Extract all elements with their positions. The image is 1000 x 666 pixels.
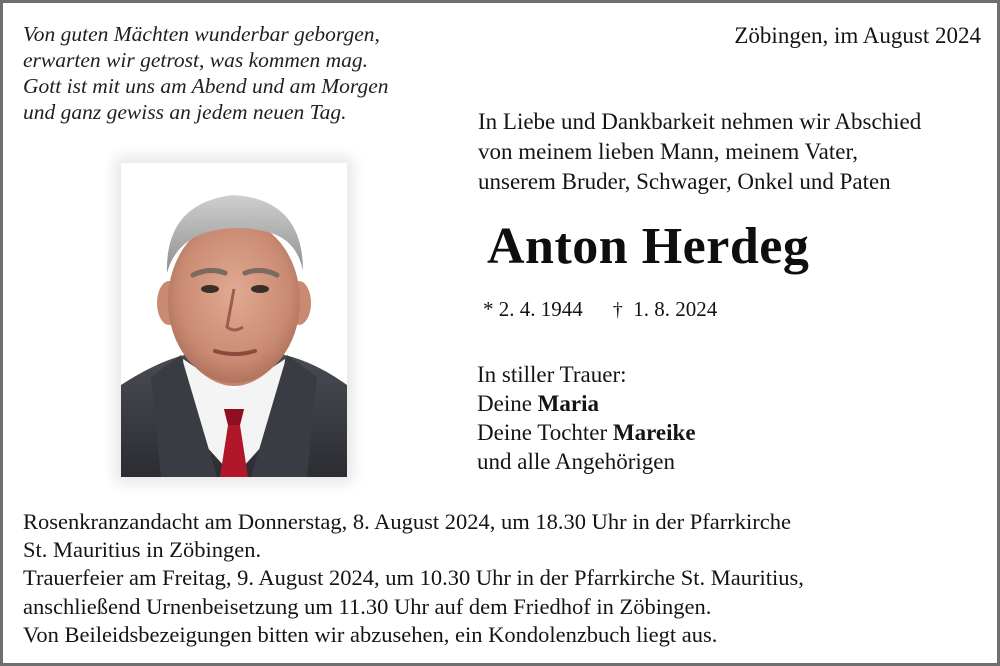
service-line: anschließend Urnenbeisetzung um 11.30 Uhr auf dem Friedhof in Zöbingen. [23,593,712,619]
service-details [23,508,804,649]
dagger-icon: † [612,299,623,321]
intro-line: unserem Bruder, Schwager, Onkel und Paten [478,169,891,194]
mourner-name: Maria [537,391,599,416]
poem-line: Gott ist mit uns am Abend und am Morgen [23,74,389,98]
service-line: St. Mauritius in Zöbingen. [23,537,262,563]
poem-line: und ganz gewiss an jedem neuen Tag. [23,100,347,124]
farewell-intro [478,107,921,197]
intro-line: von meinem lieben Mann, meinem Vater, [478,139,858,164]
mourner-line [477,418,696,447]
service-line: Trauerfeier am Freitag, 9. August 2024, um 10.30 Uhr in der Pfarrkirche St. Mauritius, [23,565,804,591]
mourners-block [477,360,696,476]
mourner-relation: Deine [477,391,532,416]
death-date: 1. 8. 2024 [633,297,718,321]
mourner-line [477,389,696,418]
mourner-relation: Deine Tochter [477,420,608,445]
service-line: Rosenkranzandacht am Donnerstag, 8. August 2024, um 18.30 Uhr in der Pfarrkirche [23,509,791,534]
deceased-name: Anton Herdeg [487,218,810,275]
service-line: Von Beileidsbezeigungen bitten wir abzusehen, ein Kondolenzbuch liegt aus. [23,621,718,647]
poem-line: erwarten wir getrost, was kommen mag. [23,48,368,72]
place-and-date: Zöbingen, im August 2024 [734,23,981,48]
portrait-photo [121,163,347,477]
mourner-line: und alle Angehörigen [477,449,676,474]
portrait-illustration [121,163,347,477]
mourners-heading: In stiller Trauer: [477,362,627,387]
birth-date: * 2. 4. 1944 [483,297,583,321]
intro-line: In Liebe und Dankbarkeit nehmen wir Abschied [478,109,922,134]
mourner-name: Mareike [612,420,696,445]
poem-verse [23,21,389,125]
life-dates [483,297,717,322]
poem-line: Von guten Mächten wunderbar geborgen, [23,22,380,46]
